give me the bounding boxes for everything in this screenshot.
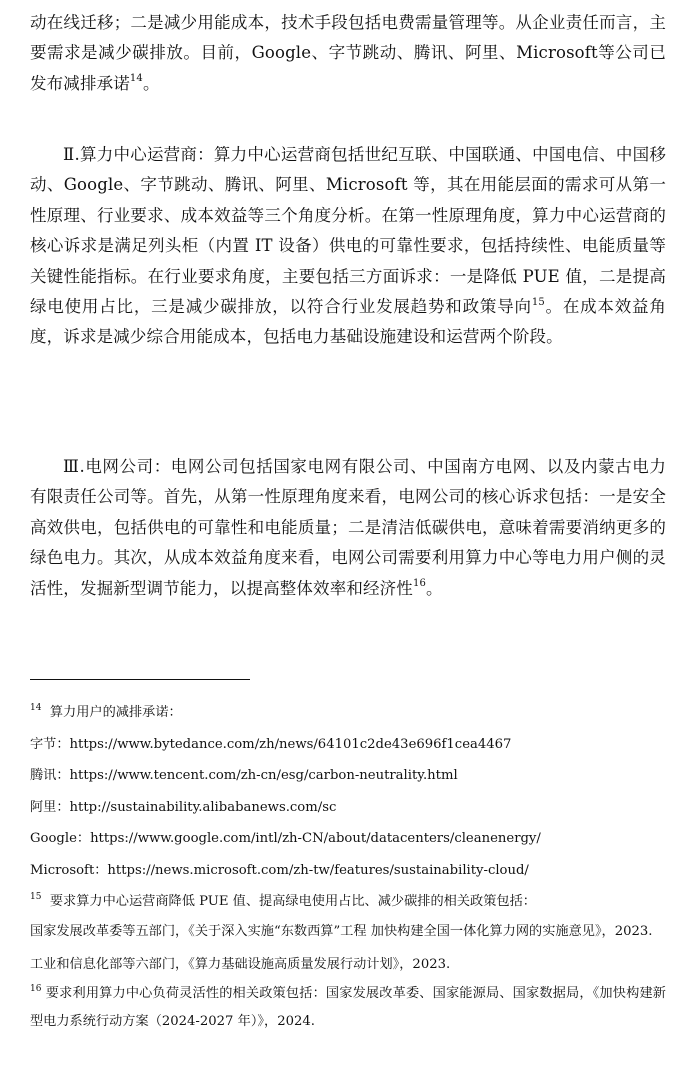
footnotes — [30, 697, 666, 1036]
paragraph-text-end: 。 — [142, 73, 160, 93]
footnote-text: 算力用户的减排承诺： — [49, 705, 182, 720]
footnote-text: 要求算力中心运营商降低 PUE 值、提高绿电使用占比、减少碳排的相关政策包括： — [49, 894, 536, 909]
footnote-15-line-1: 国家发展改革委等五部门，《关于深入实施“东数西算”工程 加快构建全国一体化算力网的实施意见》，2023. — [30, 923, 653, 939]
paragraph-text: Ⅲ.电网公司：电网公司包括国家电网有限公司、中国南方电网、以及内蒙古电力有限责任公司等。首先，从第一性原理角度来看，电网公司的核心诉求包括：一是安全高效供电，包括供电的可靠性和电能质量；二是清洁低碳供电，意味着需要消纳更多的绿色电力。其次，从成本效益角度来看，电网公司需要利用算力中心等电力用户侧的灵活性，发掘新型调节能力，以提高整体效率和经济性 — [30, 457, 666, 598]
footnote-ref-15[interactable]: 15 — [531, 296, 545, 308]
body-paragraph-3 — [30, 452, 666, 604]
footnote-14-line-1[interactable]: 字节：https://www.bytedance.com/zh/news/64101c2de43e696f1cea4467 — [30, 736, 512, 752]
footnote-14-line-4[interactable]: Google：https://www.google.com/intl/zh-CN/about/datacenters/cleanenergy/ — [30, 831, 541, 846]
footnote-14-line-5[interactable]: Microsoft：https://news.microsoft.com/zh-tw/features/sustainability-cloud/ — [30, 862, 529, 878]
paragraph-text-end: 。在成本效益角度，诉求是减少综合用能成本，包括电力基础设施建设和运营两个阶段。 — [30, 297, 666, 347]
footnote-number: 15 — [30, 891, 42, 902]
footnote-14-line-3[interactable]: 阿里：http://sustainability.alibabanews.com/sc — [30, 799, 337, 815]
footnote-text: 要求利用算力中心负荷灵活性的相关政策包括：国家发展改革委、国家能源局、国家数据局，《加快构建新型电力系统行动方案（2024-2027 年）》，2024. — [30, 986, 666, 1029]
body-paragraph-1 — [30, 8, 666, 99]
body-paragraph-2 — [30, 140, 666, 353]
footnote-ref-16[interactable]: 16 — [412, 578, 426, 590]
footnote-15-line-2: 工业和信息化部等六部门，《算力基础设施高质量发展行动计划》，2023. — [30, 956, 451, 972]
footnote-15-title — [30, 886, 666, 918]
paragraph-text: Ⅱ.算力中心运营商：算力中心运营商包括世纪互联、中国联通、中国电信、中国移动、Google、字节跳动、腾讯、阿里、Microsoft 等，其在用能层面的需求可从第一性原理、行业要求、成本效益等三个角度分析。在第一性原理角度，算力中心运营商的核心诉求是满足列头柜（内置 IT 设备）供电的可靠性要求，包括持续性、电能质量等关键性能指标。在行业要求角度，主要包括三方面诉求：一是降低 PUE 值，二是提高绿电使用占比，三是减少碳排放，以符合行业发展趋势和政策导向 — [30, 145, 666, 317]
footnote-ref-14[interactable]: 14 — [129, 73, 143, 85]
footnote-number: 16 — [30, 983, 42, 994]
footnote-16 — [30, 980, 666, 1036]
footnote-14-line-2[interactable]: 腾讯：https://www.tencent.com/zh-cn/esg/carbon-neutrality.html — [30, 768, 458, 783]
paragraph-text: 动在线迁移；二是减少用能成本，技术手段包括电费需量管理等。从企业责任而言，主要需求是减少碳排放。目前，Google、字节跳动、腾讯、阿里、Microsoft等公司已发布减排承诺 — [30, 13, 666, 93]
footnote-number: 14 — [30, 702, 42, 713]
footnote-14-title — [30, 697, 666, 729]
paragraph-text-end: 。 — [425, 578, 443, 598]
footnote-separator — [30, 679, 250, 680]
